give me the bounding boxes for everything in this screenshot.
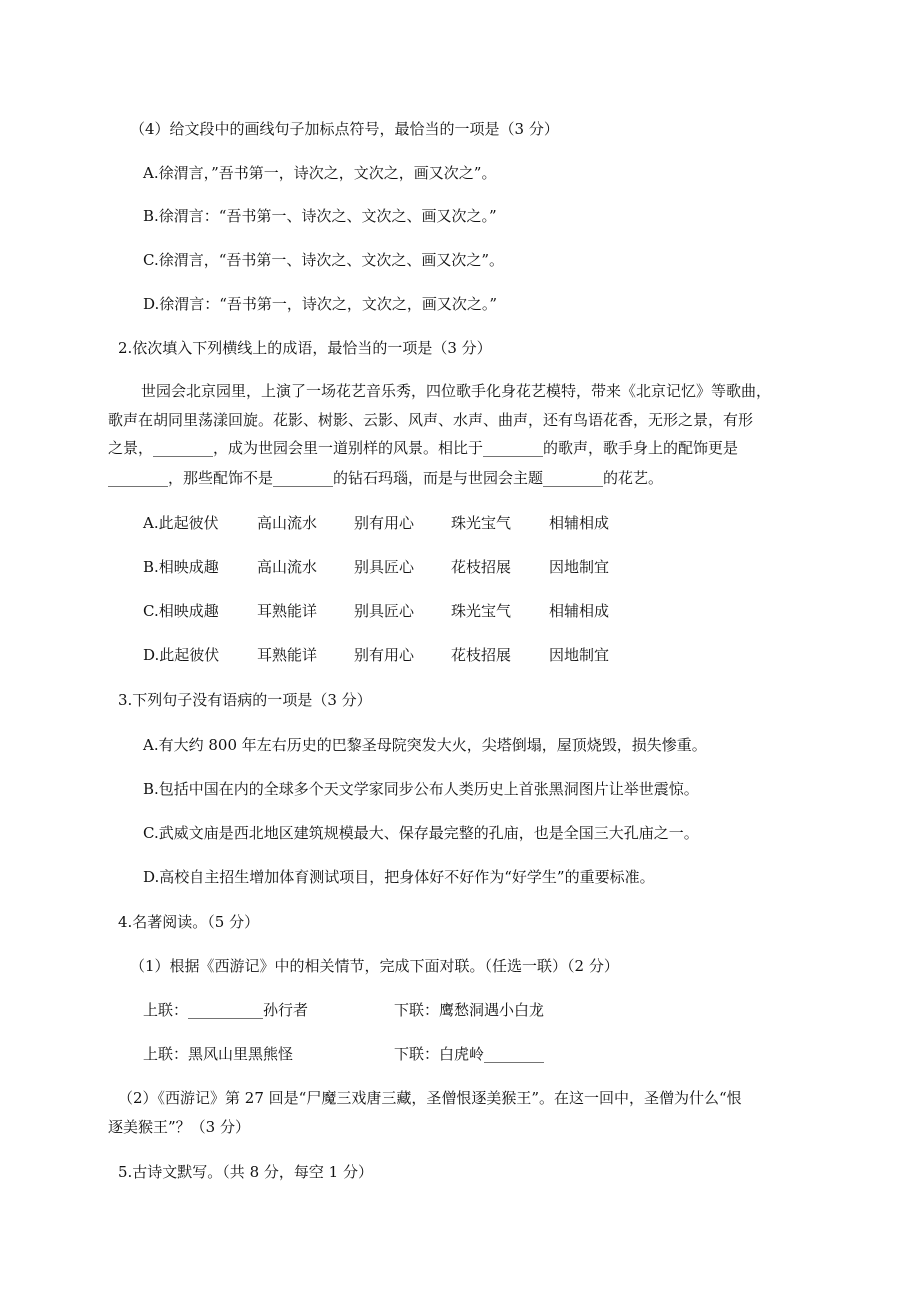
option-cell: 别有用心 [354, 514, 415, 532]
question-4-sub-2-line-1: （2）《西游记》第 27 回是“尸魔三戏唐三藏，圣僧恨逐美猴王”。在这一回中，圣僧为什么“恨 [118, 1089, 742, 1107]
question-1-4-stem: （4）给文段中的画线句子加标点符号，最恰当的一项是（3 分） [130, 120, 559, 138]
question-2-passage-line-1: 世园会北京园里，上演了一场花艺音乐秀，四位歌手化身花艺模特，带来《北京记忆》等歌曲， [141, 382, 772, 400]
option-cell: B.相映成趣 [143, 558, 219, 576]
option-cell: 花枝招展 [451, 646, 512, 664]
question-2-passage-line-4: ________，那些配饰不是________的钻石玛瑙，而是与世园会主题________的花艺。 [108, 469, 664, 487]
couplet-lower: 下联：白虎岭________ [394, 1045, 545, 1063]
option-cell: 花枝招展 [451, 558, 512, 576]
question-5-stem: 5.古诗文默写。（共 8 分，每空 1 分） [118, 1163, 373, 1181]
option-cell: 别具匠心 [354, 602, 415, 620]
question-3-option-a: A.有大约 800 年左右历史的巴黎圣母院突发大火，尖塔倒塌，屋顶烧毁，损失惨重。 [143, 736, 707, 754]
couplet-upper: 上联：__________孙行者 [143, 1001, 309, 1019]
option-cell: 耳熟能详 [257, 646, 318, 664]
option-cell: A.此起彼伏 [143, 514, 219, 532]
question-3-option-b: B.包括中国在内的全球多个天文学家同步公布人类历史上首张黑洞图片让举世震惊。 [143, 780, 699, 798]
option-cell: D.此起彼伏 [143, 646, 220, 664]
option-cell: 因地制宜 [549, 558, 610, 576]
option-cell: 别具匠心 [354, 558, 415, 576]
question-1-4-option-d: D.徐渭言：“吾书第一，诗次之，文次之，画又次之。” [143, 295, 498, 313]
couplet-upper: 上联：黑风山里黑熊怪 [143, 1045, 294, 1063]
option-cell: 高山流水 [257, 558, 318, 576]
question-1-4-option-b: B.徐渭言：“吾书第一、诗次之、文次之、画又次之。” [143, 207, 497, 225]
couplet-lower: 下联：鹰愁洞遇小白龙 [394, 1001, 545, 1019]
option-cell: 珠光宝气 [451, 514, 512, 532]
option-cell: 珠光宝气 [451, 602, 512, 620]
option-cell: 相辅相成 [549, 602, 610, 620]
option-cell: C.相映成趣 [143, 602, 219, 620]
question-3-option-c: C.武威文庙是西北地区建筑规模最大、保存最完整的孔庙，也是全国三大孔庙之一。 [143, 824, 699, 842]
question-3-option-d: D.高校自主招生增加体育测试项目，把身体好不好作为“好学生”的重要标准。 [143, 868, 655, 886]
question-1-4-option-a: A.徐渭言，”吾书第一，诗次之，文次之，画又次之”。 [143, 164, 497, 182]
question-2-passage-line-3: 之景，________，成为世园会里一道别样的风景。相比于________的歌声，歌手身上的配饰更是 [108, 439, 739, 457]
question-4-sub-1: （1）根据《西游记》中的相关情节，完成下面对联。（任选一联）（2 分） [130, 957, 619, 975]
question-2-stem: 2.依次填入下列横线上的成语，最恰当的一项是（3 分） [118, 339, 492, 357]
question-1-4-option-c: C.徐渭言，“吾书第一、诗次之、文次之、画又次之”。 [143, 251, 505, 269]
question-3-stem: 3.下列句子没有语病的一项是（3 分） [118, 691, 372, 709]
option-cell: 相辅相成 [549, 514, 610, 532]
option-cell: 高山流水 [257, 514, 318, 532]
option-cell: 因地制宜 [549, 646, 610, 664]
question-2-passage-line-2: 歌声在胡同里荡漾回旋。花影、树影、云影、风声、水声、曲声，还有鸟语花香，无形之景，有形 [108, 411, 754, 429]
question-4-stem: 4.名著阅读。（5 分） [118, 913, 260, 931]
option-cell: 耳熟能详 [257, 602, 318, 620]
question-4-sub-2-line-2: 逐美猴王”？（3 分） [108, 1118, 250, 1136]
option-cell: 别有用心 [354, 646, 415, 664]
